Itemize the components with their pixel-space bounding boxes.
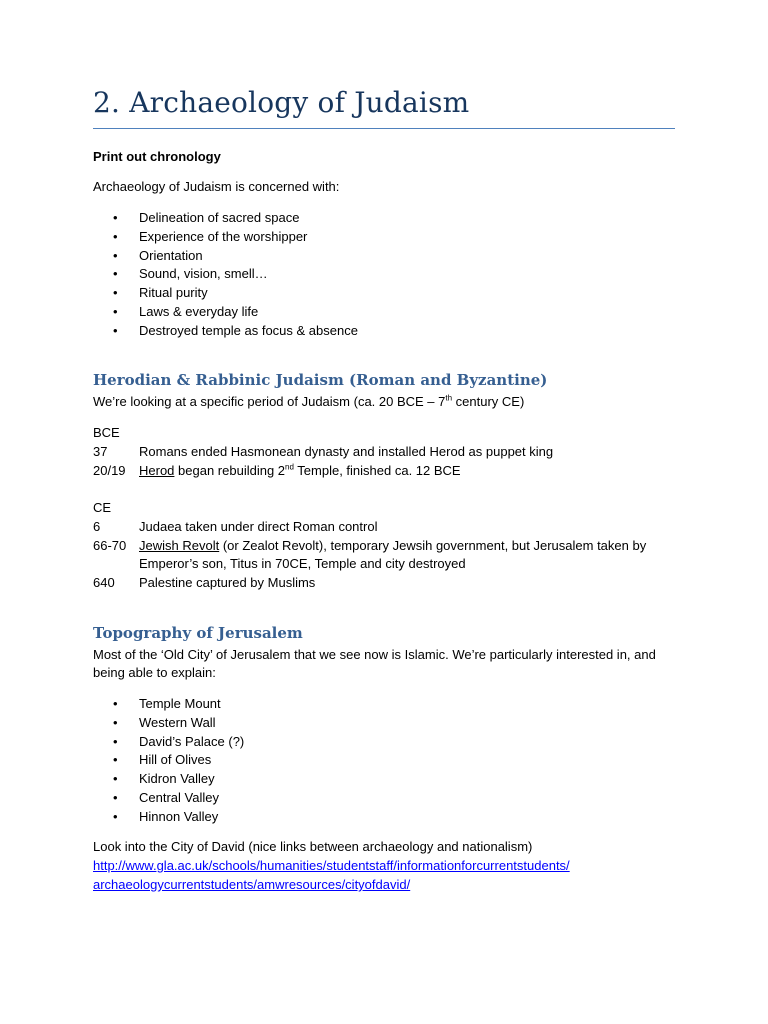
bullet-icon: •	[113, 247, 118, 263]
ce-label: CE	[93, 500, 112, 515]
intro-text: Archaeology of Judaism is concerned with:	[93, 179, 340, 194]
city-of-david-link[interactable]	[93, 857, 570, 875]
bullet-icon: •	[113, 322, 118, 338]
topography-paragraph-line1: Most of the ‘Old City’ of Jerusalem that we see now is Islamic. We’re particularly interested in, and	[93, 647, 656, 662]
bullet-icon: •	[113, 733, 118, 749]
year: 37	[93, 444, 108, 459]
bullet-icon: •	[113, 228, 118, 244]
year: 66-70	[93, 538, 127, 553]
bullet-icon: •	[113, 266, 118, 282]
topography-paragraph-line2: being able to explain:	[93, 665, 216, 680]
link-line-2[interactable]: archaeologycurrentstudents/amwresources/cityofdavid/	[93, 877, 411, 892]
city-of-david-note: Look into the City of David (nice links between archaeology and nationalism)	[93, 839, 533, 854]
bullet-icon: •	[113, 285, 118, 300]
event: Herod began rebuilding 2nd Temple, finished ca. 12 BCE	[139, 462, 461, 478]
year: 20/19	[93, 463, 126, 478]
section-heading-herodian: Herodian & Rabbinic Judaism (Roman and Byzantine)	[93, 371, 548, 389]
link-line-1[interactable]: http://www.gla.ac.uk/schools/humanities/studentstaff/informationforcurrentstudents/	[93, 858, 570, 873]
bullet-icon: •	[113, 696, 118, 711]
page-title: 2. Archaeology of Judaism	[93, 86, 470, 119]
event: Jewish Revolt (or Zealot Revolt), temporary Jewsih government, but Jerusalem taken by	[139, 538, 647, 553]
document-page: 2. Archaeology of Judaism Print out chronology Archaeology of Judaism is concerned with: • Delineation of sacred space • Experience of the worshipper • Orientation • Sound, vision, smell… • Ritual purity • Laws & everyday life • Destroyed temple as focus & absence Herodian & Rabbinic Judaism (Roman and Byzantine) We’re looking at a specific period of Judaism (ca. 20 BCE – 7th century CE) BCE 37 Romans ended Hasmonean dynasty and installed Herod as puppet king 20/19 Herod began rebuilding 2nd Temple, finished ca. 12 BCE CE 6 Judaea taken under direct Roman control 66-70 Jewish Revolt (or Zealot Revolt), temporary Jewsih government, but Jerusalem taken by Emperor’s son, Titus in 70CE, Temple and city destroyed 640 Palestine captured by Muslims Topography of Jerusalem Most of the ‘Old City’ of Jerusalem that we see now is Islamic. We’re particularly interested in, and being able to explain: • Temple Mount • Western Wall • David’s Palace (?) • Hill of Olives • Kidron Valley • Central Valley • Hinnon Valley Look into the City of David (nice links between archaeology and nationalism) http://www.gla.ac.uk/schools/humanities/studentstaff/informationforcurrentstudents/ archaeologycurrentstudents/amwresources/cityofdavid/	[0, 0, 768, 1024]
title-underline-rule	[93, 128, 675, 129]
event: Judaea taken under direct Roman control	[139, 519, 378, 534]
city-of-david-link-continued[interactable]	[93, 876, 410, 894]
event: Romans ended Hasmonean dynasty and installed Herod as puppet king	[139, 444, 554, 459]
year: 640	[93, 575, 115, 590]
bullet-icon: •	[113, 752, 118, 768]
bullet-icon: •	[113, 303, 118, 319]
event: Emperor’s son, Titus in 70CE, Temple and city destroyed	[139, 556, 466, 571]
event: Palestine captured by Muslims	[139, 575, 316, 590]
bullet-icon: •	[113, 771, 118, 786]
section-heading-topography: Topography of Jerusalem	[93, 624, 303, 642]
year: 6	[93, 519, 101, 534]
bce-label: BCE	[93, 425, 120, 440]
print-note: Print out chronology	[93, 149, 221, 164]
bullet-icon: •	[113, 789, 118, 805]
period-text: We’re looking at a specific period of Judaism (ca. 20 BCE – 7th century CE)	[93, 393, 525, 409]
bullet-icon: •	[113, 714, 118, 730]
bullet-icon: •	[113, 210, 118, 225]
bullet-icon: •	[113, 808, 118, 824]
